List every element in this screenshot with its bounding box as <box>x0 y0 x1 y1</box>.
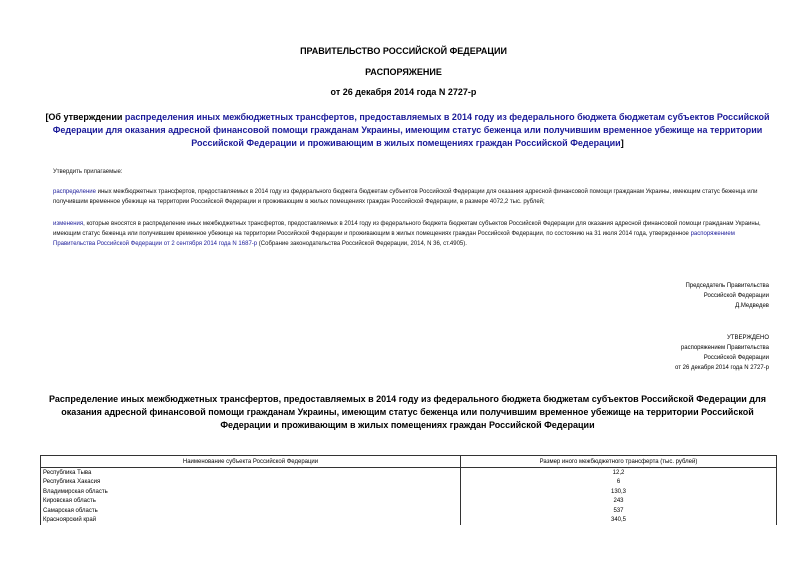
signature-line-1: Председатель Правительства <box>685 283 769 289</box>
region-cell: Республика Хакасия <box>41 478 461 488</box>
government-heading: ПРАВИТЕЛЬСТВО РОССИЙСКОЙ ФЕДЕРАЦИИ <box>300 46 507 56</box>
table-header-row <box>41 456 777 468</box>
item-1-text: иных межбюджетных трансфертов, предоставляемых в 2014 году из федерального бюджета бюджетам субъектов Российской Федерации для оказания адресной финансовой помощи гражданам Украины, имеющим статус беженца или получившим временное убежище на территории Российской Федерации и проживающим в жилых помещениях граждан Российской Федерации, в размере 4072,2 тыс. рублей; <box>53 189 758 205</box>
distribution-table <box>40 455 777 525</box>
approved-line-3: Российской Федерации <box>703 355 769 361</box>
region-cell: Владимирская область <box>41 487 461 497</box>
item-2-link[interactable]: изменения <box>53 221 84 227</box>
amount-cell: 12,2 <box>461 468 777 478</box>
table-row <box>41 487 777 497</box>
item-2-source: (Собрание законодательства Российской Федерации, 2014, N 36, ст.4905). <box>257 241 467 247</box>
item-2-paragraph <box>40 219 777 249</box>
amount-cell: 130,3 <box>461 487 777 497</box>
table-row <box>41 478 777 488</box>
amount-cell: 243 <box>461 497 777 507</box>
region-cell: Республика Тыва <box>41 468 461 478</box>
item-1-link[interactable]: распределение <box>53 189 96 195</box>
region-cell: Самарская область <box>41 506 461 516</box>
approved-block <box>675 333 769 373</box>
document-type: РАСПОРЯЖЕНИЕ <box>365 67 442 77</box>
document-date-number: от 26 декабря 2014 года N 2727-р <box>330 87 477 97</box>
signature-block <box>685 281 769 311</box>
amount-cell: 6 <box>461 478 777 488</box>
signature-line-3: Д.Медведев <box>735 303 769 309</box>
document-title <box>40 111 775 150</box>
section-title: Распределение иных межбюджетных трансфертов, предоставляемых в 2014 году из федерального бюджета бюджетам субъектов Российской Федерации для оказания адресной финансовой помощи гражданам Украины, имеющим статус беженца или получившим временное убежище на территории Российской Федерации и проживающим в жилых помещениях граждан Российской Федерации <box>49 394 766 430</box>
table-row <box>41 497 777 507</box>
column-header-amount: Размер иного межбюджетного трансферта (тыс. рублей) <box>461 456 777 468</box>
region-cell: Кировская область <box>41 497 461 507</box>
amount-cell: 340,5 <box>461 516 777 526</box>
item-1-paragraph <box>40 187 777 207</box>
title-suffix: ] <box>620 138 624 148</box>
signature-line-2: Российской Федерации <box>703 293 769 299</box>
table-row <box>41 516 777 526</box>
table-row <box>41 468 777 478</box>
column-header-region: Наименование субъекта Российской Федерации <box>41 456 461 468</box>
approved-line-2: распоряжением Правительства <box>680 345 769 351</box>
approve-paragraph <box>40 167 777 177</box>
item-2-decree-link[interactable]: распоряжением Правительства Российской Федерации от 2 сентября 2014 года N 1687-р <box>53 231 735 247</box>
item-2-text: , которые вносятся в распределение иных межбюджетных трансфертов, предоставляемых в 2014 году из федерального бюджета бюджетам субъектов Российской Федерации для оказания адресной финансовой помощи гражданам Украины, имеющим статус беженца или получившим временное убежище на территории Российской Федерации и проживающим в жилых помещениях граждан Российской Федерации, по состоянию на 31 июля 2014 года, утвержденное <box>53 221 761 237</box>
title-link[interactable]: распределения иных межбюджетных трансфертов, предоставляемых в 2014 году из федерального бюджета бюджетам субъектов Российской Федерации для оказания адресной финансовой помощи гражданам Украины, имеющим статус беженца или получившим временное убежище на территории Российской Федерации и проживающим в жилых помещениях граждан Российской Федерации <box>52 112 770 148</box>
approved-line-1: УТВЕРЖДЕНО <box>726 335 769 341</box>
approve-text: Утвердить прилагаемые: <box>53 169 123 175</box>
table-row <box>41 506 777 516</box>
amount-cell: 537 <box>461 506 777 516</box>
approved-line-4: от 26 декабря 2014 года N 2727-р <box>675 365 769 371</box>
title-prefix: [Об утверждении <box>45 112 125 122</box>
region-cell: Красноярский край <box>41 516 461 526</box>
